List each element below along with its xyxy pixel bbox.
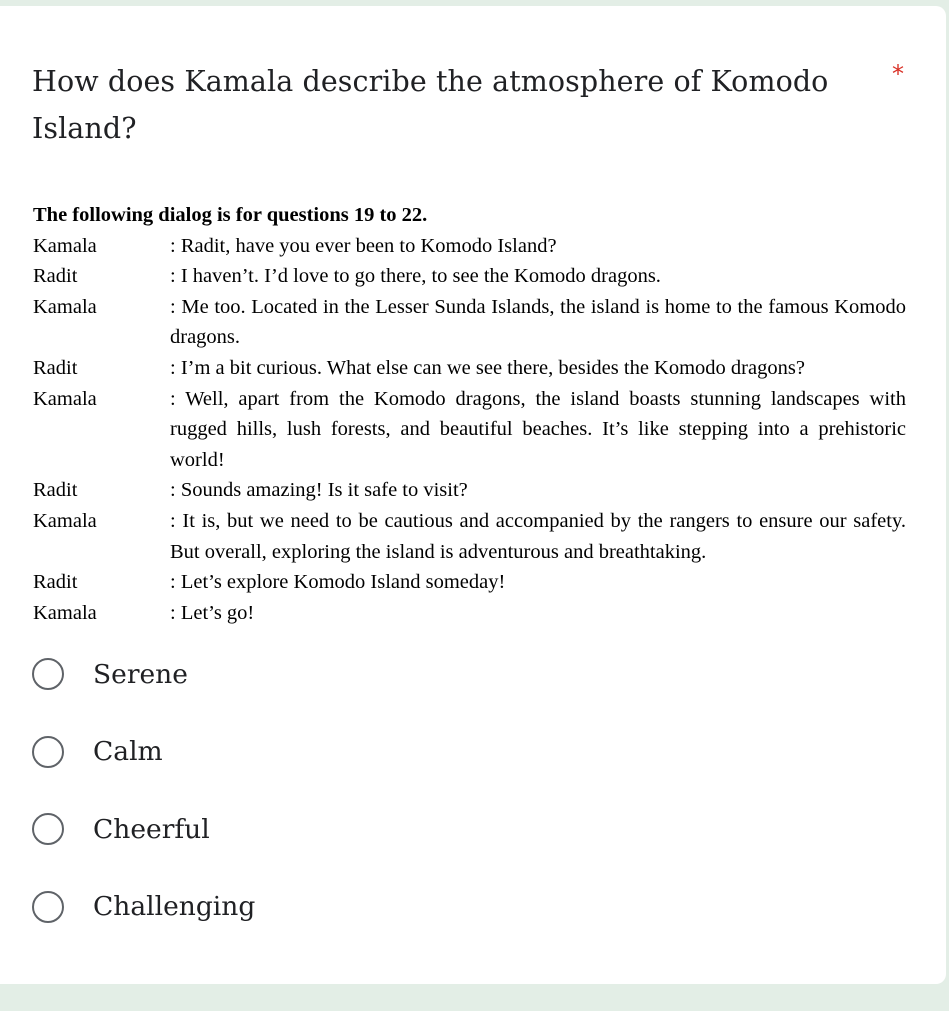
option-calm[interactable] xyxy=(32,730,255,774)
option-label[interactable]: Challenging xyxy=(93,891,256,922)
option-label[interactable]: Calm xyxy=(93,736,163,767)
dialog-line xyxy=(33,292,906,353)
dialog-utterance: : Let’s explore Komodo Island someday! xyxy=(170,571,506,594)
dialog-speaker: Radit xyxy=(33,265,78,288)
dialog-line xyxy=(33,261,906,292)
option-challenging[interactable] xyxy=(32,885,255,929)
dialog-utterance: : I haven’t. I’d love to go there, to see the Komodo dragons. xyxy=(170,265,661,288)
option-cheerful[interactable] xyxy=(32,807,255,851)
answer-options xyxy=(32,652,255,962)
dialog-speaker: Kamala xyxy=(33,509,97,532)
question-card xyxy=(0,6,946,984)
dialog-line xyxy=(33,384,906,476)
dialog-line xyxy=(33,231,906,262)
dialog-utterance: : Sounds amazing! Is it safe to visit? xyxy=(170,479,468,502)
dialog-utterance: : Radit, have you ever been to Komodo Island? xyxy=(170,234,557,257)
radio-unchecked-icon[interactable] xyxy=(32,658,64,690)
dialog-utterance: : It is, but we need to be cautious and accompanied by the rangers to ensure our safety. But overall, exploring the island is adventurous and breathtaking. xyxy=(170,509,906,563)
dialog-speaker: Kamala xyxy=(33,295,97,318)
dialog-line xyxy=(33,567,906,598)
dialog-line xyxy=(33,475,906,506)
dialog-line xyxy=(33,353,906,384)
dialog-speaker: Kamala xyxy=(33,601,97,624)
dialog-speaker: Radit xyxy=(33,356,78,379)
dialog-utterance: : Me too. Located in the Lesser Sunda Islands, the island is home to the famous Komodo dragons. xyxy=(170,295,906,349)
dialog-speaker: Kamala xyxy=(33,387,97,410)
passage-title: The following dialog is for questions 19 to 22. xyxy=(33,204,428,226)
dialog-utterance: : Well, apart from the Komodo dragons, the island boasts stunning landscapes with rugged hills, lush forests, and beautiful beaches. It’s like stepping into a prehistoric world! xyxy=(170,387,906,471)
dialog-speaker: Radit xyxy=(33,571,78,594)
dialog-passage-image xyxy=(33,200,906,628)
radio-unchecked-icon[interactable] xyxy=(32,813,64,845)
option-label[interactable]: Serene xyxy=(93,658,188,690)
question-title: How does Kamala describe the atmosphere of Komodo Island? xyxy=(32,65,829,145)
dialog-line xyxy=(33,506,906,567)
radio-unchecked-icon[interactable] xyxy=(32,891,64,923)
dialog-speaker: Radit xyxy=(33,479,78,502)
dialog-utterance: : I’m a bit curious. What else can we see there, besides the Komodo dragons? xyxy=(170,356,805,379)
option-label[interactable]: Cheerful xyxy=(93,813,210,845)
option-serene[interactable] xyxy=(32,652,255,696)
dialog-speaker: Kamala xyxy=(33,234,97,257)
radio-unchecked-icon[interactable] xyxy=(32,736,64,768)
dialog-line xyxy=(33,598,906,629)
required-asterisk: * xyxy=(892,60,904,88)
dialog-utterance: : Let’s go! xyxy=(170,601,255,624)
